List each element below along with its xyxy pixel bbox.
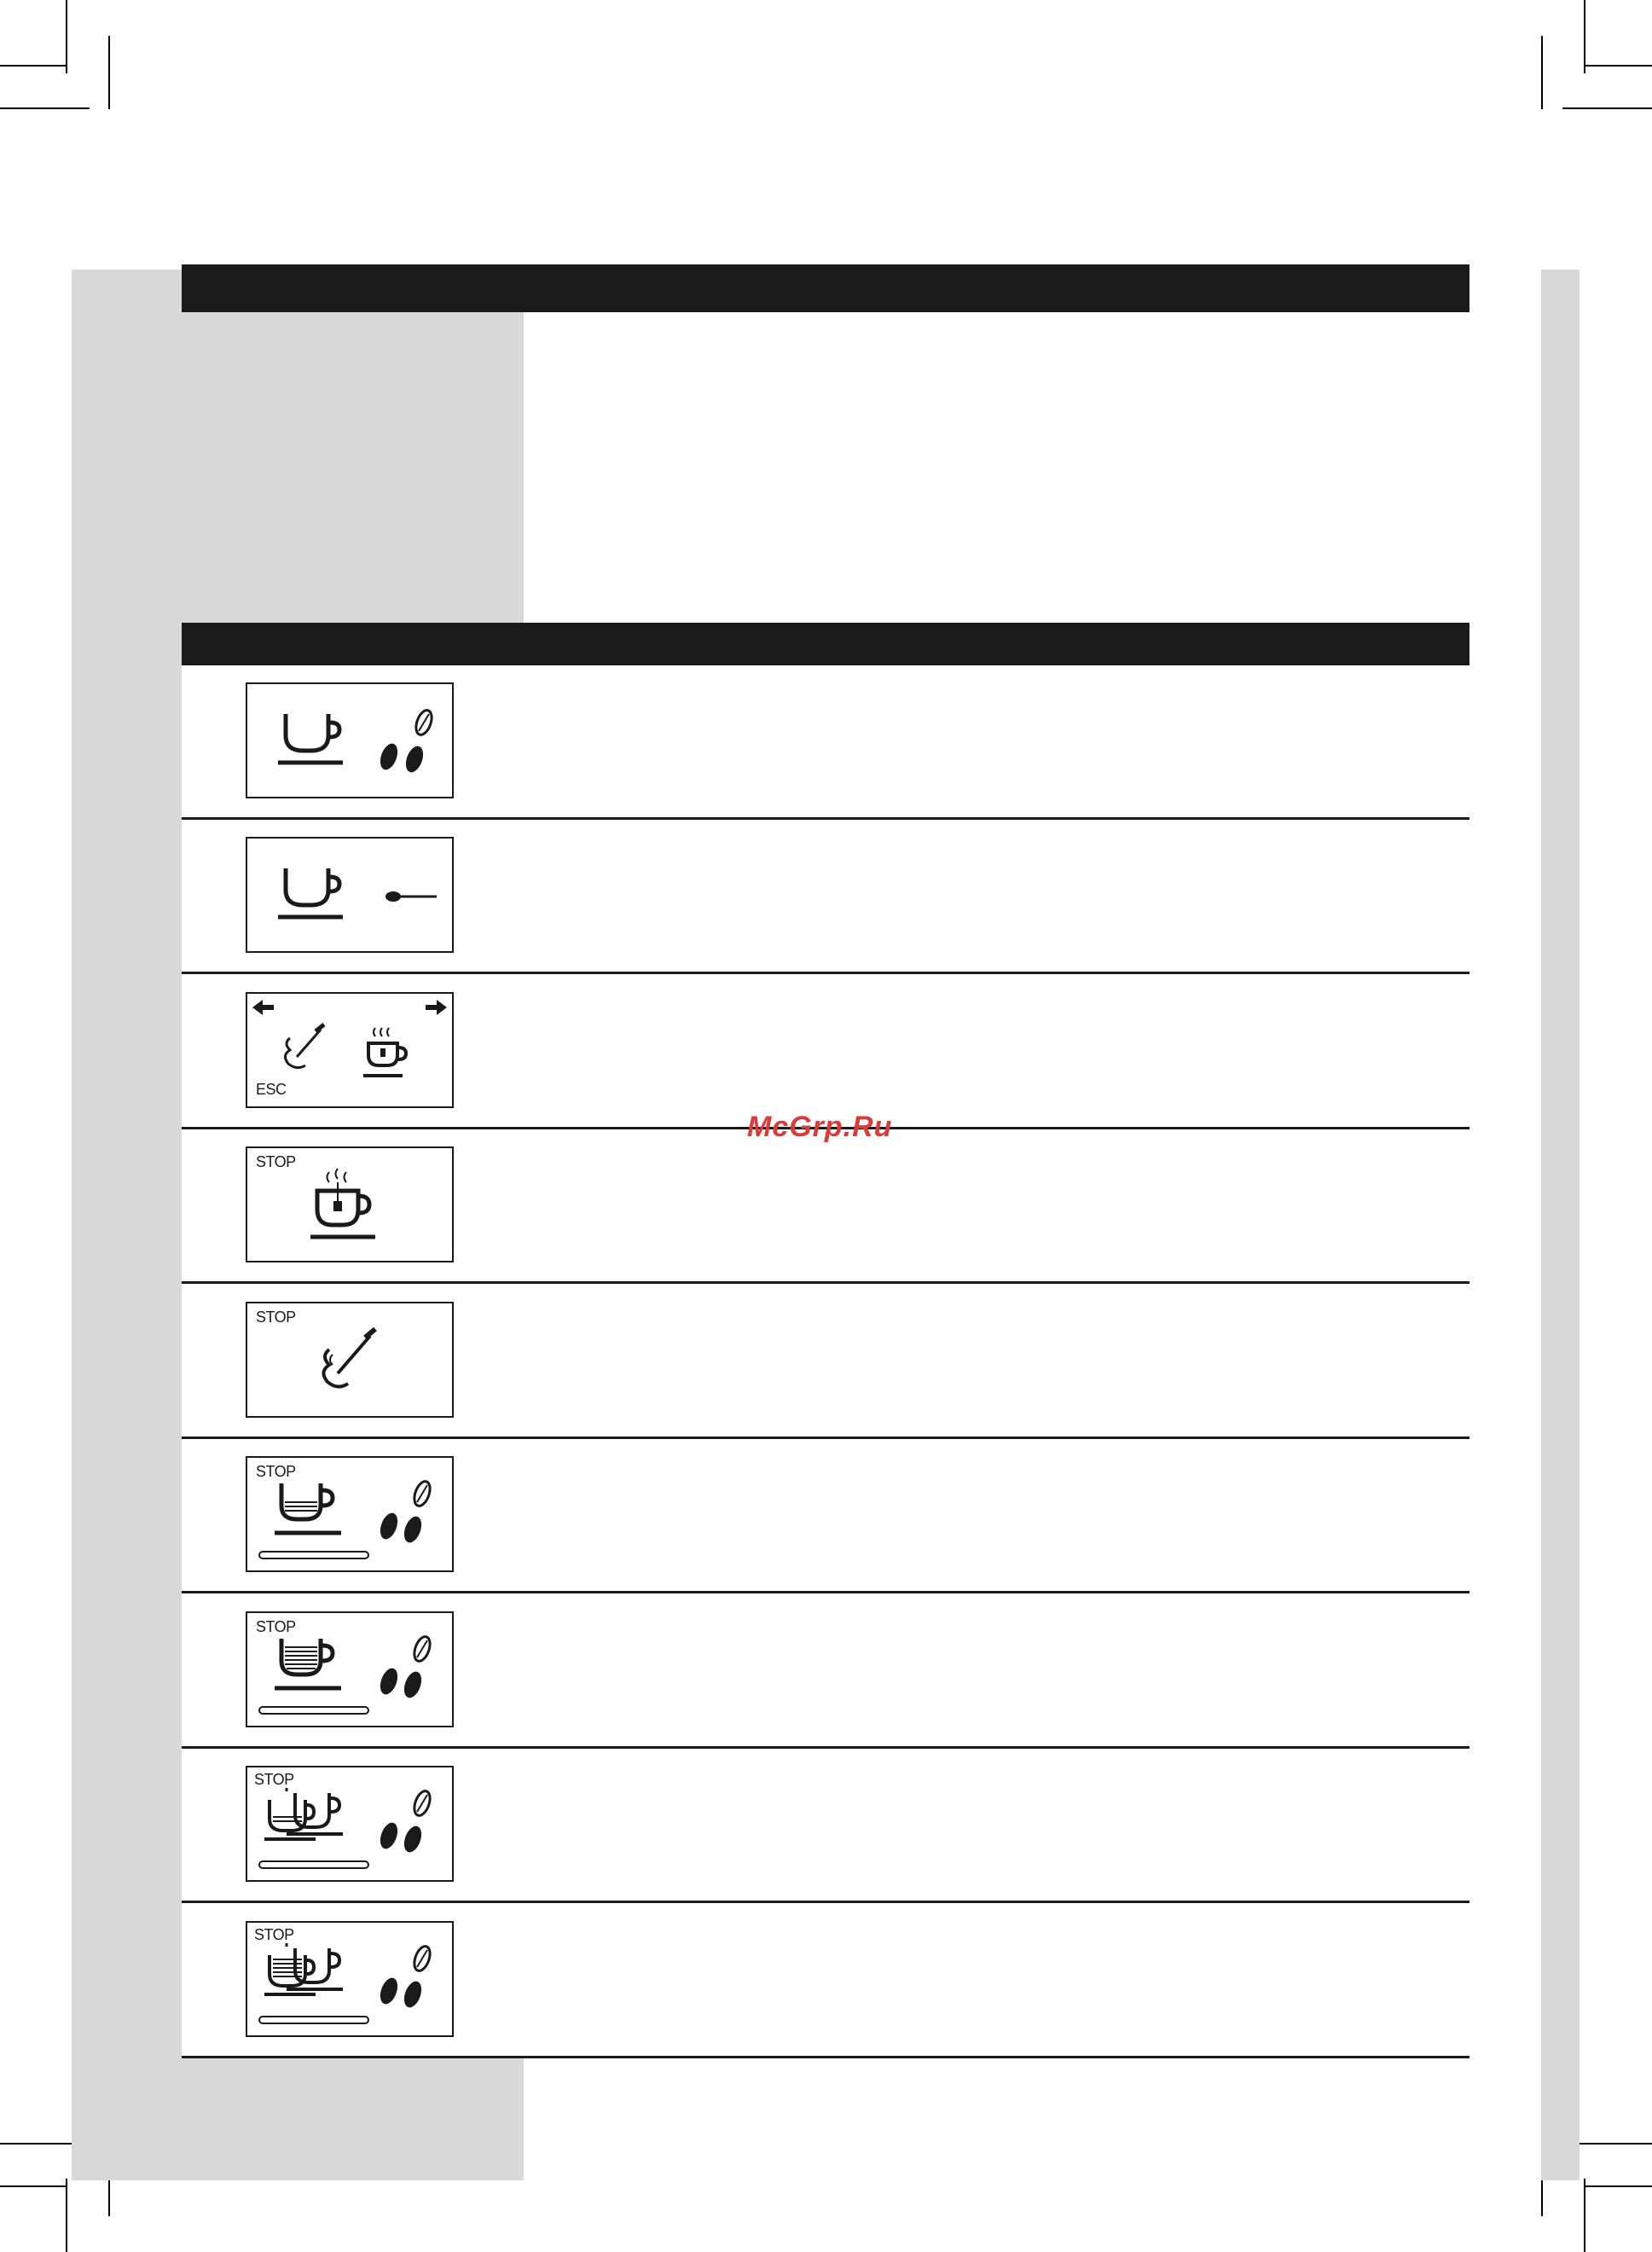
- hot-water-cup-icon: [310, 1169, 375, 1237]
- crop-mark: [1584, 0, 1585, 73]
- lcd-graphic: [247, 1458, 452, 1570]
- crop-mark: [0, 65, 66, 67]
- lcd-graphic: [247, 1767, 452, 1880]
- display-screen-cup-spoon: [246, 837, 454, 953]
- lcd-graphic: [247, 1148, 452, 1261]
- progress-bar: [259, 2017, 368, 2023]
- crop-mark: [1584, 2179, 1585, 2252]
- crop-mark: [66, 2179, 67, 2252]
- intro-panel: [524, 312, 1469, 623]
- row-divider: [182, 817, 1469, 820]
- coffee-beans-icon: [377, 1479, 433, 1545]
- coffee-beans-icon: [377, 1634, 433, 1700]
- filling-cup-icon: [275, 1639, 341, 1688]
- row-divider: [182, 1281, 1469, 1284]
- display-screen-espresso-progress: [246, 1456, 454, 1572]
- steam-wand-icon: [323, 1329, 375, 1387]
- display-screen-menu-select: [246, 992, 454, 1108]
- measuring-scoop-icon: [385, 891, 437, 902]
- coffee-beans-icon: [377, 1789, 433, 1854]
- arrow-right-icon: [426, 1000, 447, 1015]
- stop-label: STOP: [256, 1618, 296, 1635]
- display-screen-cup-beans: [246, 682, 454, 798]
- cup-icon: [278, 868, 343, 917]
- stop-label: STOP: [256, 1463, 296, 1480]
- crop-mark: [1584, 65, 1652, 67]
- lcd-graphic: [247, 684, 452, 797]
- lcd-graphic: [247, 1613, 452, 1726]
- display-screen-double-espresso-progress: [246, 1766, 454, 1882]
- row-divider: [182, 972, 1469, 974]
- display-screen-double-coffee-progress: [246, 1921, 454, 2037]
- row-divider: [182, 1437, 1469, 1439]
- display-screen-hot-water: [246, 1146, 454, 1262]
- lcd-graphic: [247, 1923, 452, 2035]
- stop-label: STOP: [256, 1153, 296, 1170]
- crop-mark: [1541, 36, 1543, 109]
- display-screen-coffee-progress: [246, 1611, 454, 1727]
- stop-label: STOP: [256, 1309, 296, 1326]
- crop-mark: [1584, 2185, 1652, 2187]
- crop-mark: [66, 0, 67, 73]
- row-divider: [182, 1901, 1469, 1903]
- crop-mark: [108, 36, 110, 109]
- right-edge-band: [1541, 270, 1580, 2180]
- stop-label: STOP: [254, 1771, 294, 1788]
- crop-mark: [0, 2185, 66, 2187]
- progress-bar: [259, 1861, 368, 1868]
- display-screen-steam: [246, 1302, 454, 1418]
- lcd-graphic: [247, 1303, 452, 1416]
- watermark: McGrp.Ru: [747, 1111, 893, 1143]
- stop-label: STOP: [254, 1926, 294, 1943]
- lcd-graphic: [247, 839, 452, 951]
- coffee-beans-icon: [377, 1944, 433, 2010]
- double-cup-icon: [264, 1788, 343, 1839]
- row-divider: [182, 1746, 1469, 1749]
- row-divider: [182, 1591, 1469, 1593]
- steam-wand-icon: [285, 1024, 324, 1068]
- table-header-bar: [182, 623, 1469, 665]
- section-header-bar: [182, 264, 1469, 312]
- row-divider: [182, 2056, 1469, 2058]
- arrow-left-icon: [252, 1000, 274, 1015]
- coffee-beans-icon: [377, 708, 435, 775]
- double-cup-icon: [264, 1943, 343, 1994]
- hot-water-cup-icon: [363, 1028, 406, 1076]
- esc-label: ESC: [256, 1081, 287, 1098]
- crop-mark: [0, 107, 90, 109]
- cup-icon: [278, 714, 343, 763]
- progress-bar: [259, 1552, 368, 1558]
- crop-mark: [1562, 107, 1652, 109]
- filling-cup-icon: [275, 1483, 341, 1533]
- progress-bar: [259, 1707, 368, 1714]
